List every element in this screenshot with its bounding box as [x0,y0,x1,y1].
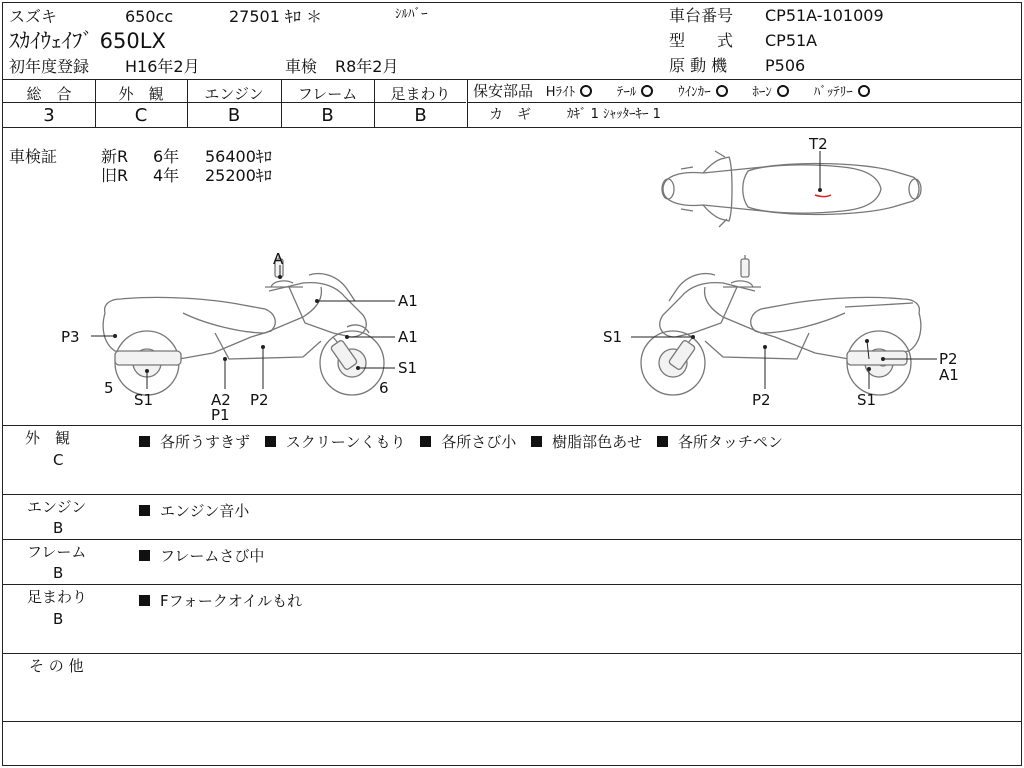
shaken-new-km: 56400ｷﾛ [205,147,272,166]
label-s1-front: S1 [398,359,418,377]
type-value: CP51A [765,31,818,50]
key-value: ｶｷﾞ 1 ｼｬｯﾀｰｷｰ 1 [567,107,661,122]
key-label: カ ギ [489,107,531,123]
note-item: フレームさび中 [139,547,264,565]
shaken-old-label: 旧R [101,166,129,185]
maker: スズキ [9,7,58,26]
divider [3,494,1021,495]
note-item: 各所うすきず [139,433,250,451]
note-frame-category: フレーム [27,543,87,561]
grade-suspension-value: B [414,105,427,126]
note-item: スクリーンくもり [265,433,406,451]
label-s1-rear: S1 [134,391,154,409]
note-item: 各所タッチペン [657,433,783,451]
first-registration-label: 初年度登録 [9,57,90,76]
grade-suspension-label: 足まわり [390,85,451,103]
grade-engine-value: B [227,105,241,126]
shaken-old-year: 4年 [153,166,180,185]
divider [3,721,1021,722]
bullet-square-icon [139,436,150,447]
label-5: 5 [104,379,114,397]
divider [467,79,468,127]
inspection-label: 車検 [285,57,318,76]
grade-frame-value: B [321,105,334,126]
note-engine-grade: B [53,519,64,537]
shaken-new-label: 新R [101,147,129,166]
model-name: ｽｶｲｳｪｲﾌﾞ 650LX [9,29,166,53]
note-exterior-category: 外 観 [25,429,71,447]
ok-circle-icon [777,85,789,97]
note-engine-items [139,500,259,521]
note-exterior-items [139,431,793,452]
mileage: 27501 ｷﾛ ＊ [229,7,323,26]
label-a-handle: A [273,250,284,268]
engine-value: P506 [765,56,806,75]
first-registration-value: H16年2月 [125,57,200,76]
grade-exterior-value: C [134,105,148,126]
divider [3,539,1021,540]
label-t2: T2 [809,135,828,153]
note-item: Fフォークオイルもれ [139,592,302,610]
grade-overall-label: 総 合 [26,85,72,103]
displacement: 650cc [125,7,174,26]
safety-row [473,84,870,99]
note-engine-category: エンジン [27,498,87,516]
bullet-square-icon [139,595,150,606]
shaken-old-km: 25200ｷﾛ [205,166,272,185]
label-s1-right-front: S1 [603,328,623,346]
bullet-square-icon [657,436,668,447]
label-p2-right: P2 [752,391,771,409]
frame-no-label: 車台番号 [669,6,734,25]
note-suspension-category: 足まわり [27,588,88,606]
scooter-right-view [603,255,959,409]
note-item: エンジン音小 [139,502,249,520]
damage-diagram [3,127,1021,427]
safety-item-tail: ﾃｰﾙ [617,85,654,100]
type-label: 型 式 [669,31,734,50]
inspection-sheet [2,2,1022,766]
bullet-square-icon [139,550,150,561]
label-p1: P1 [211,406,230,424]
note-suspension-grade: B [53,610,64,628]
label-p2-rear: P2 [939,350,958,368]
note-frame-grade: B [53,564,64,582]
label-p3: P3 [61,328,80,346]
scooter-left-view [61,250,418,424]
note-frame-items [139,545,274,566]
divider [3,425,1021,426]
label-a1-rear: A1 [939,366,959,384]
engine-label: 原 動 機 [669,56,728,75]
grade-engine-label: エンジン [204,85,264,103]
safety-item-winker: ｳｲﾝｶｰ [678,85,728,100]
color: ｼﾙﾊﾞｰ [395,7,428,22]
label-a1-body: A1 [398,292,418,310]
shaken-label: 車検証 [9,147,58,166]
ok-circle-icon [716,85,728,97]
scooter-top-view [662,135,921,227]
safety-label: 保安部品 [473,82,534,100]
inspection-value: R8年2月 [335,57,399,76]
label-a1-front: A1 [398,328,418,346]
shaken-new-year: 6年 [153,147,180,166]
bullet-square-icon [531,436,542,447]
ok-circle-icon [580,85,592,97]
frame-no-value: CP51A-101009 [765,6,884,25]
damage-mark [815,195,831,197]
note-other-category: そ の 他 [29,657,84,675]
note-item: 各所さび小 [420,433,516,451]
label-a2: A2 [211,391,231,409]
divider [3,653,1021,654]
note-exterior-grade: C [53,451,64,469]
bullet-square-icon [420,436,431,447]
grade-exterior-label: 外 観 [118,85,164,103]
note-item: 樹脂部色あせ [531,433,642,451]
divider [3,584,1021,585]
grade-frame-label: フレーム [297,85,358,103]
label-p2: P2 [250,391,269,409]
safety-item-horn: ﾎｰﾝ [752,85,789,100]
ok-circle-icon [858,85,870,97]
bullet-square-icon [139,505,150,516]
safety-item-battery: ﾊﾞｯﾃﾘｰ [814,85,870,100]
divider [3,79,1021,80]
label-6: 6 [379,379,389,397]
bullet-square-icon [265,436,276,447]
note-suspension-items [139,590,312,611]
grade-overall-value: 3 [43,105,55,126]
divider [467,102,1021,103]
ok-circle-icon [641,85,653,97]
label-s1-right-rear: S1 [857,391,877,409]
safety-item-headlight: Hﾗｲﾄ [546,85,592,100]
